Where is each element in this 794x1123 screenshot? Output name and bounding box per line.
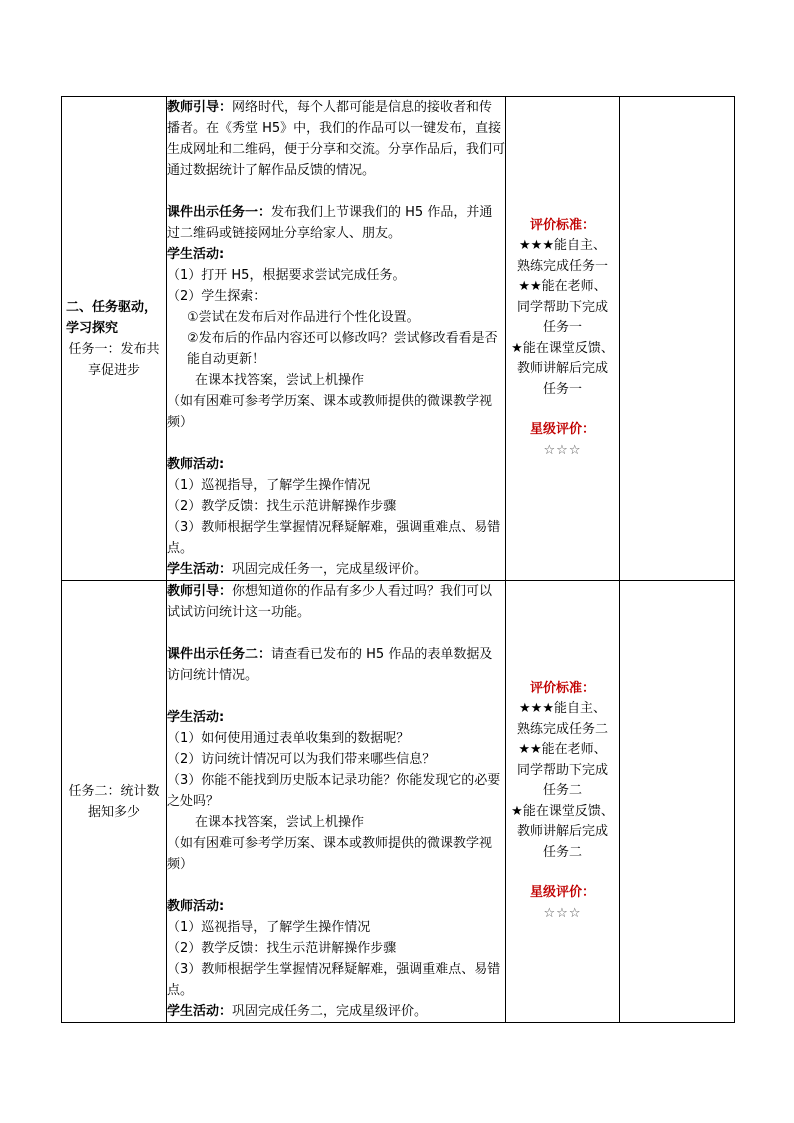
student-item: （2）访问统计情况可以为我们带来哪些信息？ [167, 752, 436, 767]
blank-cell [620, 97, 735, 581]
eval-line: 任务一 [542, 381, 582, 397]
star-rating: ☆☆☆ [543, 442, 582, 458]
teacher-item: （1）巡视指导，了解学生操作情况 [167, 920, 371, 935]
final-activity: 学生活动：巩固完成任务一，完成星级评价。 [167, 562, 428, 577]
task-statement: 课件出示任务二：请查看已发布的 H5 作品的表单数据及访问统计情况。 [167, 647, 493, 683]
student-activity-label: 学生活动: [167, 247, 225, 262]
stage-cell [62, 581, 167, 1023]
help-note: （如有困难可参考学历案、课本或教师提供的微课教学视频） [167, 836, 493, 872]
eval-line: 任务二 [542, 844, 582, 860]
eval-line: 熟练完成任务二 [516, 721, 608, 737]
student-item: （1）如何使用通过表单收集到的数据呢？ [167, 731, 410, 746]
teacher-item: （1）巡视指导，了解学生操作情况 [167, 478, 371, 493]
eval-line: 教师讲解后完成 [516, 361, 608, 377]
evaluation-cell [506, 97, 620, 581]
eval-line: 教师讲解后完成 [516, 824, 608, 840]
activity-cell [167, 581, 506, 1023]
teacher-activity-label: 教师活动: [167, 457, 225, 472]
stage-cell [62, 97, 167, 581]
final-activity: 学生活动：巩固完成任务二，完成星级评价。 [167, 1004, 428, 1019]
teacher-activity-label: 教师活动: [167, 899, 225, 914]
eval-line: ★★能在老师、 [518, 742, 607, 758]
student-item: （1）打开 H5，根据要求尝试完成任务。 [167, 268, 406, 283]
teacher-item: （3）教师根据学生掌握情况释疑解难，强调重难点、易错点。 [167, 962, 501, 998]
textbook-note: 在课本找答案，尝试上机操作 [195, 373, 365, 388]
teacher-guide: 教师引导：你想知道你的作品有多少人看过吗？我们可以试试访问统计这一功能。 [167, 584, 493, 620]
eval-line: ★★能在老师、 [518, 279, 607, 295]
help-note: （如有困难可参考学历案、课本或教师提供的微课教学视频） [167, 394, 493, 430]
task-name: 任务二：统计数据知多少 [68, 783, 160, 820]
star-title: 星级评价： [529, 885, 595, 901]
student-item: （3）你能不能找到历史版本记录功能？你能发现它的必要之处吗？ [167, 773, 501, 809]
task-name: 任务一：发布共享促进步 [68, 341, 160, 378]
textbook-note: 在课本找答案，尝试上机操作 [195, 815, 365, 830]
teacher-item: （2）教学反馈：找生示范讲解操作步骤 [167, 941, 397, 956]
eval-line: 任务二 [542, 783, 582, 799]
teacher-item: （2）教学反馈：找生示范讲解操作步骤 [167, 499, 397, 514]
teacher-guide: 教师引导：网络时代，每个人都可能是信息的接收者和传播者。在《秀堂 H5》中，我们的作品可以一键发布，直接生成网址和二维码，便于分享和交流。分享作品后，我们可通过数据统计了解作品反馈的情况。 [167, 100, 506, 178]
table-row [62, 97, 735, 581]
star-title: 星级评价： [529, 422, 595, 438]
eval-line: 同学帮助下完成 [516, 299, 608, 315]
eval-line: ★★★能自主、 [519, 701, 606, 717]
eval-line: 熟练完成任务一 [516, 258, 608, 274]
teacher-item: （3）教师根据学生掌握情况释疑解难，强调重难点、易错点。 [167, 520, 501, 556]
activity-cell [167, 97, 506, 581]
eval-line: ★★★能自主、 [519, 238, 606, 254]
star-rating: ☆☆☆ [543, 905, 582, 921]
blank-cell [620, 581, 735, 1023]
eval-line: 任务一 [542, 320, 582, 336]
evaluation-cell [506, 581, 620, 1023]
eval-line: ★能在课堂反馈、 [511, 340, 614, 356]
student-activity-label: 学生活动: [167, 710, 225, 725]
eval-line: 同学帮助下完成 [516, 762, 608, 778]
lesson-plan-table [61, 96, 735, 1023]
stage-title: 二、任务驱动，学习探究 [66, 299, 158, 336]
task-statement: 课件出示任务一：发布我们上节课我们的 H5 作品，并通过二维码或链接网址分享给家人、朋友。 [167, 205, 493, 241]
explore-item: ①尝试在发布后对作品进行个性化设置。 [187, 310, 420, 325]
eval-title: 评价标准： [529, 217, 595, 233]
student-item: （2）学生探索： [167, 289, 267, 304]
explore-item: ②发布后的作品内容还可以修改吗？尝试修改看看是否能自动更新！ [187, 331, 498, 367]
eval-title: 评价标准： [529, 680, 595, 696]
eval-line: ★能在课堂反馈、 [511, 803, 614, 819]
table-row [62, 581, 735, 1023]
